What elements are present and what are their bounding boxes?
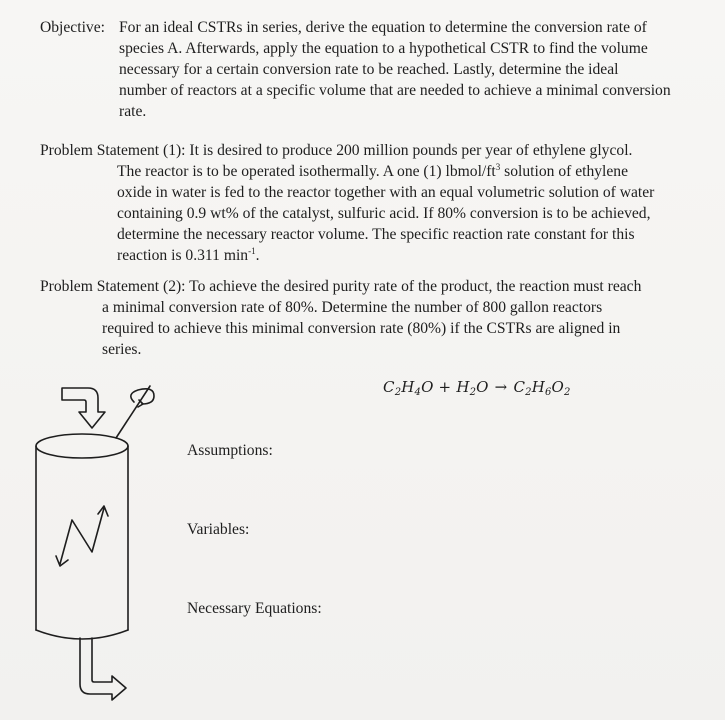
problem1-first-line (40, 141, 704, 160)
reaction-arrow-icon: → (494, 378, 508, 396)
problem1-line-6-text: reaction is 0.311 min (117, 247, 249, 264)
problem1-line-2-tail: solution of ethylene (500, 163, 629, 180)
problem1-line-3: oxide in water is fed to the reactor together with an equal volumetric solution of water (117, 184, 655, 201)
necessary-equations-heading: Necessary Equations: (187, 600, 322, 617)
problem1-line-6 (117, 246, 704, 265)
eq-h2: H (456, 378, 470, 396)
eq-sub: 2 (394, 387, 402, 398)
eq-c2: C (513, 378, 526, 396)
problem1-inverse: -1 (248, 246, 256, 256)
problem2-line-3: required to achieve this minimal conversion rate (80%) if the CSTRs are aligned in (102, 320, 621, 337)
problem1-line-5: determine the necessary reactor volume. The specific reaction rate constant for this (117, 226, 635, 243)
problem1-line-4: containing 0.9 wt% of the catalyst, sulfuric acid. If 80% conversion is to be achieved, (117, 205, 651, 222)
vessel-bottom (36, 630, 128, 639)
eq-c1: C (383, 378, 395, 396)
reaction-equation (383, 378, 571, 397)
problem1-first-text: It is desired to produce 200 million pounds per year of ethylene glycol. (185, 142, 633, 159)
eq-sub: 2 (525, 387, 532, 398)
objective-label: Objective: (40, 19, 105, 36)
eq-o1: O (421, 378, 434, 396)
eq-plus: + (433, 378, 457, 396)
eq-sub: 4 (414, 387, 422, 398)
stirrer-shaft (116, 386, 150, 438)
cstr-reactor-diagram (22, 380, 172, 710)
objective-line-2: species A. Afterwards, apply the equation to a hypothetical CSTR to find the volume (119, 40, 648, 57)
assumptions-heading: Assumptions: (187, 442, 273, 459)
variables-heading: Variables: (187, 521, 250, 538)
objective-line-5: rate. (119, 103, 147, 120)
problem1-line-2-text: The reactor is to be operated isothermally. A one (1) lbmol/ft (117, 163, 496, 180)
problem2-label: Problem Statement (2): (40, 278, 186, 295)
heating-coil-icon (60, 508, 104, 564)
problem2-line-2: a minimal conversion rate of 80%. Determine the number of 800 gallon reactors (102, 299, 603, 316)
eq-sub: 2 (564, 387, 571, 398)
inlet-arrow-icon (62, 388, 105, 428)
problem2-first-line (40, 277, 704, 296)
problem2-line-4: series. (102, 341, 142, 358)
problem2-first-text: To achieve the desired purity rate of the product, the reaction must reach (185, 278, 642, 295)
eq-h3: H (531, 378, 545, 396)
outlet-arrow-icon (80, 638, 126, 700)
eq-o3: O (551, 378, 565, 396)
eq-sub: 6 (544, 387, 552, 398)
vessel-top (36, 434, 128, 458)
problem1-cubed: 3 (495, 162, 501, 172)
problem1-line-2 (117, 162, 704, 181)
eq-sub: 2 (469, 387, 477, 398)
problem1-label: Problem Statement (1): (40, 142, 186, 159)
objective-line-1: For an ideal CSTRs in series, derive the equation to determine the conversion rate of (119, 19, 647, 36)
objective-line-4: number of reactors at a specific volume that are needed to achieve a minimal conversion (119, 82, 671, 99)
objective-line-3: necessary for a certain conversion rate to be reached. Lastly, determine the ideal (119, 61, 619, 78)
problem1-line-6-tail: . (255, 247, 260, 264)
eq-h1: H (401, 378, 415, 396)
eq-o2: O (476, 378, 489, 396)
